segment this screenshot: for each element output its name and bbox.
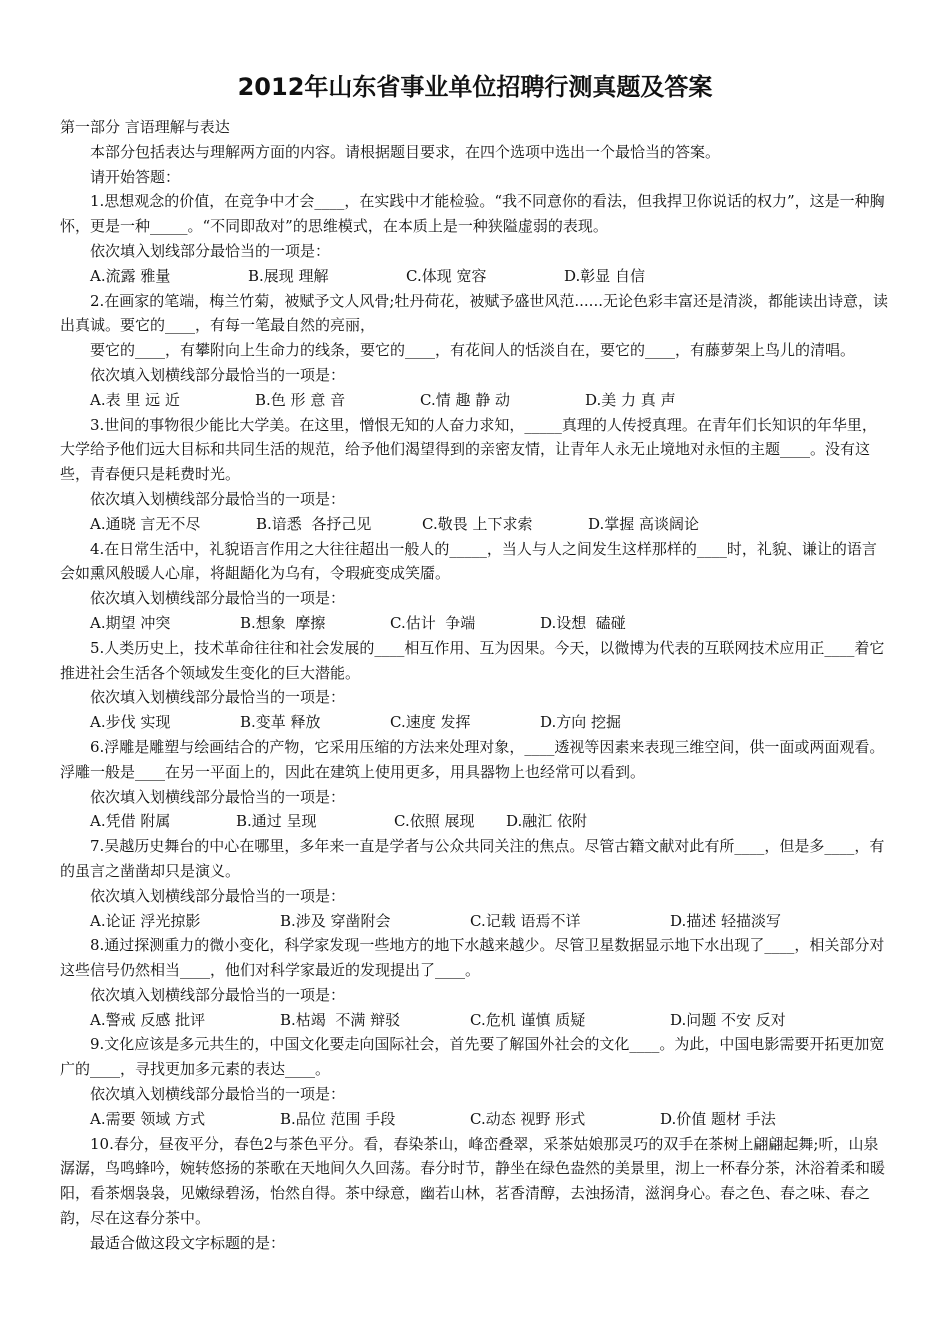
option-d: D.方向 挖掘 xyxy=(540,713,622,732)
option-a: A.论证 浮光掠影 xyxy=(90,911,201,930)
option-c: C.依照 展现 xyxy=(394,812,475,831)
option-a: A.表 里 远 近 xyxy=(90,390,180,409)
option-c: C.敬畏 上下求索 xyxy=(422,514,533,533)
option-d: D.价值 题材 手法 xyxy=(660,1109,776,1128)
question-3-options xyxy=(60,512,890,537)
option-d: D.掌握 高谈阔论 xyxy=(588,514,700,533)
question-1-prompt: 依次填入划线部分最恰当的一项是： xyxy=(90,241,331,260)
option-b: B.品位 范围 手段 xyxy=(280,1109,396,1128)
question-4-prompt: 依次填入划横线部分最恰当的一项是： xyxy=(90,589,346,608)
option-b: B.想象 摩擦 xyxy=(240,613,326,632)
question-2-prompt: 依次填入划横线部分最恰当的一项是： xyxy=(90,365,346,384)
option-b: B.展现 理解 xyxy=(248,266,329,285)
option-b: B.变革 释放 xyxy=(240,713,321,732)
option-b: B.通过 呈现 xyxy=(236,812,317,831)
question-9-stem: 9.文化应该是多元共生的，中国文化要走向国际社会，首先要了解国外社会的文化____。为此，中国电影需要开拓更加宽广的____，寻找更加多元素的表达____。 xyxy=(60,1035,885,1079)
question-8-options xyxy=(60,1008,890,1033)
option-b: B.谙悉 各抒己见 xyxy=(256,514,372,533)
question-4-stem: 4.在日常生活中，礼貌语言作用之大往往超出一般人的_____，当人与人之间发生这样那样的____时，礼貌、谦让的语言会如熏风般暖人心扉，将龃龉化为乌有，令瑕疵变成笑靥。 xyxy=(60,539,877,583)
option-c: C.估计 争端 xyxy=(390,613,476,632)
question-6-options xyxy=(60,809,890,834)
question-6-prompt: 依次填入划横线部分最恰当的一项是： xyxy=(90,787,346,806)
option-c: C.情 趣 静 动 xyxy=(420,390,511,409)
question-7-stem: 7.吴越历史舞台的中心在哪里，多年来一直是学者与公众共同关注的焦点。尽管古籍文献对此有所____，但是多____，有的虽言之凿凿却只是演义。 xyxy=(60,837,885,880)
option-c: C.速度 发挥 xyxy=(390,713,471,732)
option-b: B.色 形 意 音 xyxy=(255,390,346,409)
question-2-stem-cont: 要它的____，有攀附向上生命力的线条，要它的____，有花间人的恬淡自在，要它的____，有藤萝架上鸟儿的清唱。 xyxy=(90,341,856,360)
question-7-options xyxy=(60,909,890,934)
question-6-stem: 6.浮雕是雕塑与绘画结合的产物，它采用压缩的方法来处理对象，____透视等因素来表现三维空间，供一面或两面观看。浮雕一般是____在另一平面上的，因此在建筑上使用更多，用具器物上也经常可以看到。 xyxy=(60,737,885,781)
option-d: D.彰显 自信 xyxy=(564,266,646,285)
question-10-prompt: 最适合做这段文字标题的是： xyxy=(90,1233,286,1252)
option-b: B.涉及 穿凿附会 xyxy=(280,911,391,930)
section-intro: 本部分包括表达与理解两方面的内容。请根据题目要求，在四个选项中选出一个最恰当的答案。 xyxy=(90,142,721,161)
question-1-stem: 1.思想观念的价值，在竞争中才会____，在实践中才能检验。“我不同意你的看法，但我捍卫你说话的权力”，这是一种胸怀，更是一种_____。“不同即敌对”的思维模式，在本质上是一种狭隘虚弱的表现。 xyxy=(60,192,885,236)
question-10-stem: 10.春分，昼夜平分，春色2与茶色平分。看，春染茶山，峰峦叠翠，采茶姑娘那灵巧的双手在茶树上翩翩起舞;听，山泉潺潺，鸟鸣蜂吟，婉转悠扬的茶歌在天地间久久回荡。春分时节，静坐在绿色盎然的美景里，沏上一杯春分茶，沐浴着柔和暖阳，看茶烟袅袅，见嫩绿碧汤，怡然自得。茶中绿意，幽若山林，茗香清醇，去浊扬清，滋润身心。春之色、春之味、春之韵，尽在这春分茶中。 xyxy=(60,1134,886,1228)
question-9-prompt: 依次填入划横线部分最恰当的一项是： xyxy=(90,1085,346,1104)
question-5-stem: 5.人类历史上，技术革命往往和社会发展的____相互作用、互为因果。今天，以微博为代表的互联网技术应用正____着它推进社会生活各个领域发生变化的巨大潜能。 xyxy=(60,638,885,682)
question-5-options xyxy=(60,710,890,735)
page-title: 2012年山东省事业单位招聘行测真题及答案 xyxy=(237,73,713,101)
option-a: A.期望 冲突 xyxy=(90,613,171,632)
question-3-stem: 3.世间的事物很少能比大学美。在这里，憎恨无知的人奋力求知，_____真理的人传授真理。在青年们长知识的年华里，大学给予他们远大目标和共同生活的规范，给予他们渴望得到的亲密友情，让青年人永无止境地对永恒的主题____。没有这些，青春便只是耗费时光。 xyxy=(60,415,877,484)
question-9-options xyxy=(60,1107,890,1132)
option-c: C.危机 谨慎 质疑 xyxy=(470,1010,586,1029)
option-a: A.凭借 附属 xyxy=(90,812,171,831)
question-7-prompt: 依次填入划横线部分最恰当的一项是： xyxy=(90,886,346,905)
question-1-options xyxy=(60,264,890,289)
document-body xyxy=(60,115,890,1256)
option-c: C.记载 语焉不详 xyxy=(470,911,581,930)
option-d: D.问题 不安 反对 xyxy=(670,1010,786,1029)
question-5-prompt: 依次填入划横线部分最恰当的一项是： xyxy=(90,688,346,707)
option-a: A.步伐 实现 xyxy=(90,713,171,732)
start-instruction: 请开始答题： xyxy=(90,167,181,186)
option-d: D.融汇 依附 xyxy=(506,812,588,831)
question-4-options xyxy=(60,611,890,636)
question-8-stem: 8.通过探测重力的微小变化，科学家发现一些地方的地下水越来越少。尽管卫星数据显示地下水出现了____，相关部分对这些信号仍然相当____，他们对科学家最近的发现提出了____。 xyxy=(60,936,885,980)
option-a: A.通晓 言无不尽 xyxy=(90,514,201,533)
section-heading: 第一部分 言语理解与表达 xyxy=(60,118,230,136)
option-a: A.警戒 反感 批评 xyxy=(90,1010,206,1029)
option-d: D.美 力 真 声 xyxy=(585,390,676,409)
option-c: C.体现 宽容 xyxy=(406,266,487,285)
option-a: A.流露 雅量 xyxy=(90,266,171,285)
option-c: C.动态 视野 形式 xyxy=(470,1109,586,1128)
question-2-stem: 2.在画家的笔端，梅兰竹菊，被赋予文人风骨;牡丹荷花，被赋予盛世风范......无论色彩丰富还是清淡，都能读出诗意，读出真诚。要它的____，有每一笔最自然的亮丽， xyxy=(60,291,888,335)
option-b: B.枯竭 不满 辩驳 xyxy=(280,1010,401,1029)
option-d: D.设想 磕碰 xyxy=(540,613,626,632)
question-2-options xyxy=(60,388,890,413)
question-8-prompt: 依次填入划横线部分最恰当的一项是： xyxy=(90,985,346,1004)
option-a: A.需要 领域 方式 xyxy=(90,1109,206,1128)
question-3-prompt: 依次填入划横线部分最恰当的一项是： xyxy=(90,489,346,508)
option-d: D.描述 轻描淡写 xyxy=(670,911,782,930)
